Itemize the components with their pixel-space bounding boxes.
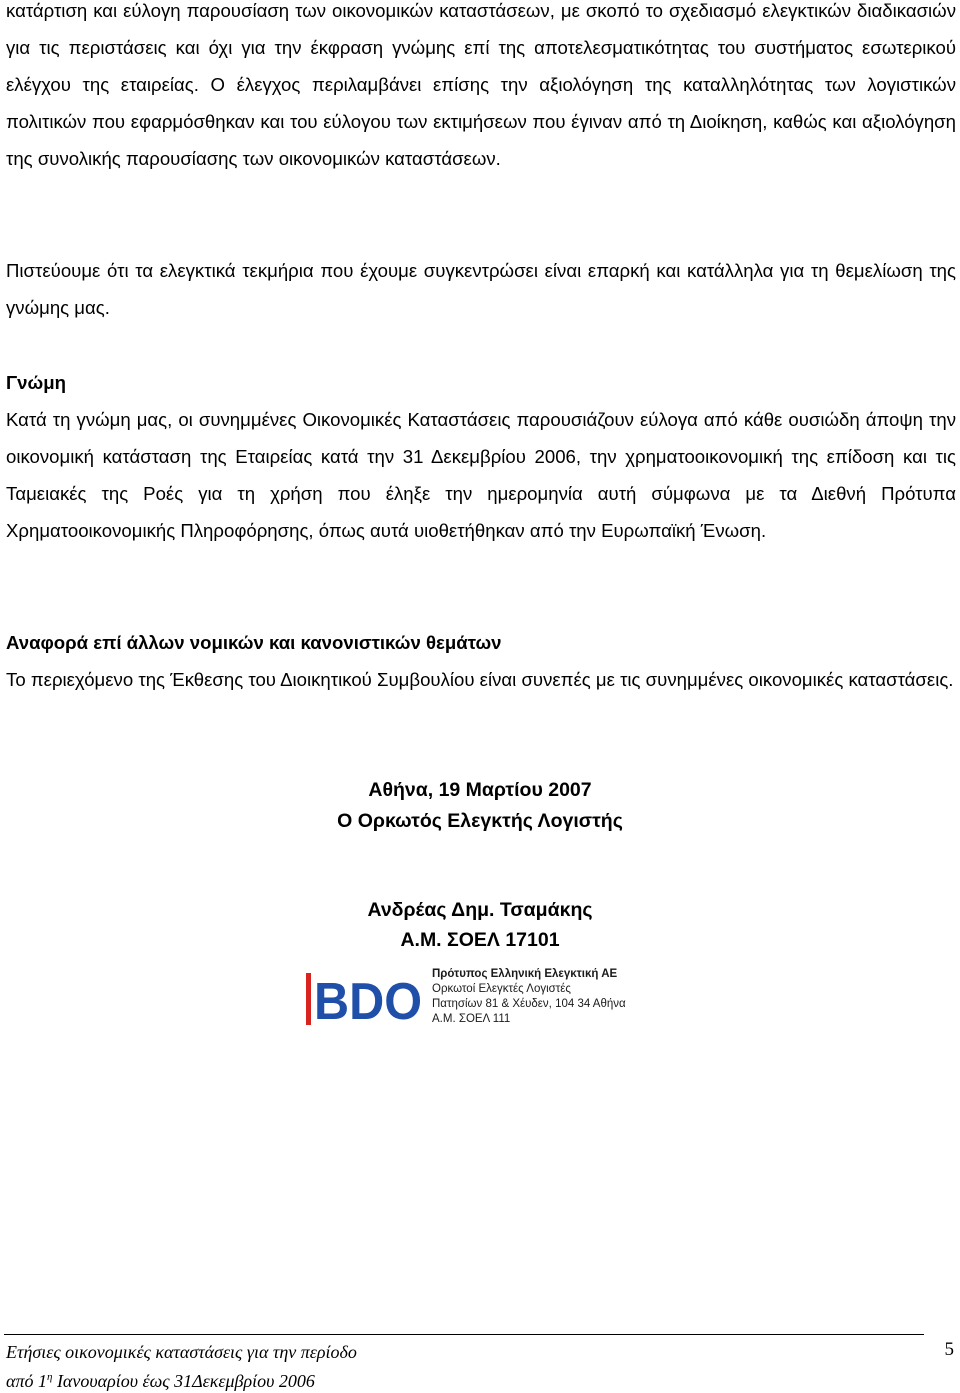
footer-period-prefix: από 1 xyxy=(6,1371,47,1391)
footer-period xyxy=(6,1370,315,1392)
legal-matters-heading: Αναφορά επί άλλων νομικών και κανονιστικών θεμάτων xyxy=(6,632,502,653)
stamp-registry: Α.Μ. ΣΟΕΛ 111 xyxy=(432,1013,511,1025)
paragraph-audit-scope: κατάρτιση και εύλογη παρουσίαση των οικονομικών καταστάσεων, με σκοπό το σχεδιασμό ελεγκτικών διαδικασιών για τις περιστάσεις και όχι για την έκφραση γνώμης επί της αποτελεσματικότητας του συστήματος εσωτερικού ελέγχου της εταιρείας. Ο έλεγχος περιλαμβάνει επίσης την αξιολόγηση της καταλληλότητας των λογιστικών πολιτικών που εφαρμόσθηκαν και του εύλογου των εκτιμήσεων που έγιναν από τη Διοίκηση, καθώς και αξιολόγηση της συνολικής παρουσίασης των οικονομικών καταστάσεων. xyxy=(6,0,956,169)
footer-period-sup: η xyxy=(46,1371,53,1383)
svg-text:BDO: BDO xyxy=(314,973,422,1025)
stamp-line-auditors: Ορκωτοί Ελεγκτές Λογιστές xyxy=(432,983,571,995)
bdo-stamp-text xyxy=(432,967,656,1027)
footer-period-suffix: Ιανουαρίου έως 31Δεκεμβρίου 2006 xyxy=(52,1371,315,1391)
stamp-company-name: Πρότυπος Ελληνική Ελεγκτική ΑΕ xyxy=(432,968,618,980)
opinion-heading: Γνώμη xyxy=(6,372,66,393)
bdo-logo-mark xyxy=(306,973,424,1025)
auditor-title: Ο Ορκωτός Ελεγκτής Λογιστής xyxy=(337,810,623,832)
page-number: 5 xyxy=(944,1339,954,1360)
footer-title: Ετήσιες οικονομικές καταστάσεις για την περίοδο xyxy=(6,1342,357,1362)
paragraph-legal-matters: Το περιεχόμενο της Έκθεσης του Διοικητικού Συμβουλίου είναι συνεπές με τις συνημμένες οικονομικές καταστάσεις. xyxy=(6,669,954,690)
place-date: Αθήνα, 19 Μαρτίου 2007 xyxy=(368,779,592,801)
paragraph-opinion: Κατά τη γνώμη μας, οι συνημμένες Οικονομικές Καταστάσεις παρουσιάζουν εύλογα από κάθε ουσιώδη άποψη την οικονομική κατάσταση της Εταιρείας κατά την 31 Δεκεμβρίου 2006, την χρηματοοικονομική της επίδοση και τις Ταμειακές της Ροές για τη χρήση που έληξε την ημερομηνία αυτή σύμφωνα με τα Διεθνή Πρότυπα Χρηματοοικονομικής Πληροφόρησης, όπως αυτά υιοθετήθηκαν από την Ευρωπαϊκή Ένωση. xyxy=(6,409,956,541)
auditor-registration: Α.Μ. ΣΟΕΛ 17101 xyxy=(400,929,560,951)
stamp-address: Πατησίων 81 & Χέυδεν, 104 34 Αθήνα xyxy=(432,998,626,1010)
auditor-name: Ανδρέας Δημ. Τσαμάκης xyxy=(367,899,593,921)
bdo-stamp-logo xyxy=(306,967,656,1029)
paragraph-audit-evidence: Πιστεύουμε ότι τα ελεγκτικά τεκμήρια που έχουμε συγκεντρώσει είναι επαρκή και κατάλληλα για τη θεμελίωση της γνώμης μας. xyxy=(6,260,956,318)
footer-divider xyxy=(4,1334,924,1335)
